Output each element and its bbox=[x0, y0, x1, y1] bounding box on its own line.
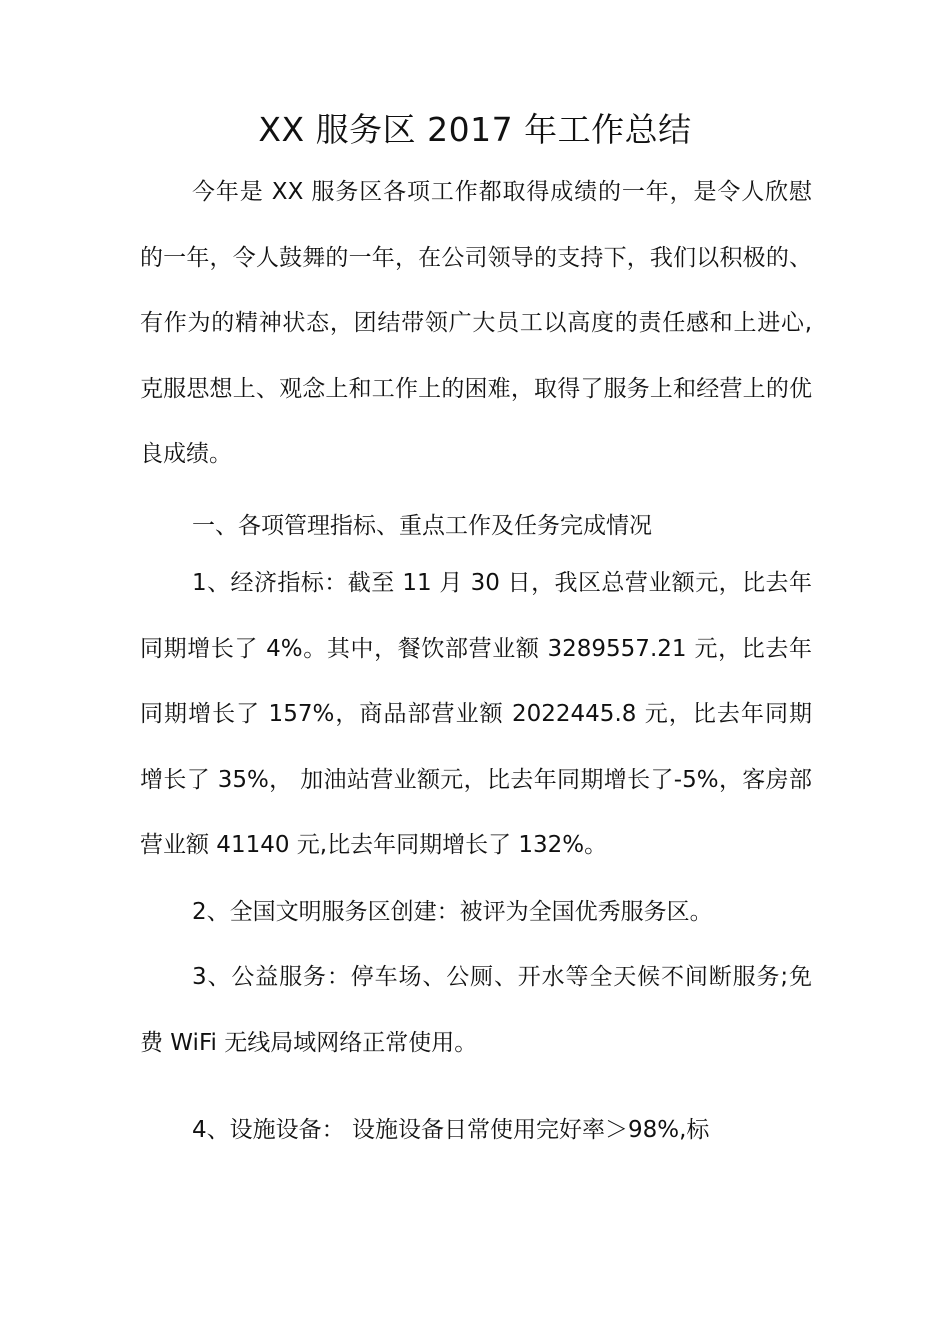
paragraph-facilities: 4、设施设备： 设施设备日常使用完好率＞98%,标 bbox=[192, 1117, 710, 1143]
paragraph-intro: 今年是 XX 服务区各项工作都取得成绩的一年，是令人欣慰的一年，令人鼓舞的一年，在公司领导的支持下，我们以积极的、有作为的精神状态，团结带领广大员工以高度的责任感和上进心,克服思想上、观念上和工作上的困难，取得了服务上和经营上的优良成绩。 bbox=[140, 179, 812, 468]
paragraph-public-services: 3、公益服务：停车场、公厕、开水等全天候不间断服务;免费 WiFi 无线局域网络正常使用。 bbox=[140, 964, 812, 1056]
document-title: XX 服务区 2017 年工作总结 bbox=[258, 110, 692, 149]
paragraph-civilized-service: 2、全国文明服务区创建：被评为全国优秀服务区。 bbox=[192, 899, 713, 925]
section-heading-1: 一、各项管理指标、重点工作及任务完成情况 bbox=[192, 513, 652, 539]
paragraph-economic-indicators: 1、经济指标：截至 11 月 30 日，我区总营业额元，比去年同期增长了 4%。其中，餐饮部营业额 3289557.21 元，比去年同期增长了 157%，商品部营业额 2022445.8 元，比去年同期增长了 35%， 加油站营业额元，比去年同期增长了-5%，客房部营业额 41140 元,比去年同期增长了 132%。 bbox=[140, 570, 812, 859]
